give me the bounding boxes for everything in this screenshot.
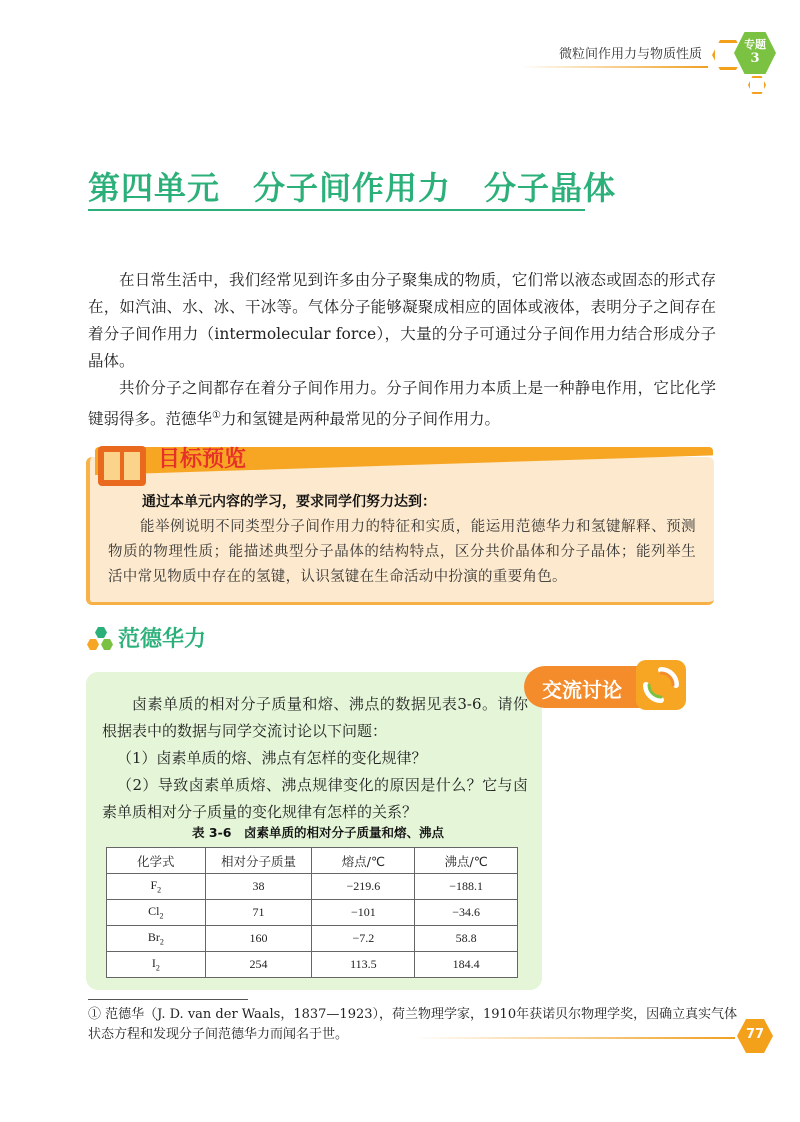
table-row — [107, 874, 518, 900]
goals-body: 能举例说明不同类型分子间作用力的特征和实质，能运用范德华力和氢键解释、预测物质的物理性质；能描述典型分子晶体的结构特点，区分共价晶体和分子晶体；能列举生活中常见物质中存在的氢键，认识氢键在生命活动中扮演的重要角色。 — [108, 519, 696, 585]
title-underline — [88, 209, 585, 211]
mass-cell: 254 — [205, 952, 312, 978]
discussion-question-1: （1）卤素单质的熔、沸点有怎样的变化规律？ — [117, 749, 427, 767]
chapter-header-title: 微粒间作用力与物质性质 — [558, 47, 702, 62]
boiling-point-cell: −34.6 — [415, 900, 518, 926]
formula-cell: $Br_2$ — [107, 926, 206, 952]
hexagon-cluster-icon — [87, 627, 115, 653]
footnote-marker[interactable]: ① — [212, 410, 221, 421]
table-header-row — [107, 848, 518, 874]
goals-title: 目标预览 — [158, 447, 247, 472]
chapter-badge-label: 专题 — [744, 38, 766, 51]
book-icon — [98, 446, 146, 486]
header-decor-line — [520, 66, 708, 68]
table-header-cell: 熔点/℃ — [312, 848, 415, 874]
melting-point-cell: −219.6 — [312, 874, 415, 900]
melting-point-cell: 113.5 — [312, 952, 415, 978]
chapter-badge-number: 3 — [750, 51, 760, 66]
discussion-question-2: （2）导致卤素单质熔、沸点规律变化的原因是什么？它与卤素单质相对分子质量的变化规律有怎样的关系？ — [102, 776, 528, 821]
formula-cell: $I_2$ — [107, 952, 206, 978]
melting-point-cell: −101 — [312, 900, 415, 926]
table-row — [107, 900, 518, 926]
halogen-data-table — [106, 847, 518, 978]
boiling-point-cell: −188.1 — [415, 874, 518, 900]
formula-cell: $Cl_2$ — [107, 900, 206, 926]
intro-paragraph-1: 在日常生活中，我们经常见到许多由分子聚集成的物质，它们常以液态或固态的形式存在，如汽油、水、冰、干冰等。气体分子能够凝聚成相应的固体或液体，表明分子之间存在着分子间作用力（intermolecular force），大量的分子可通过分子间作用力结合形成分子晶体。 — [88, 271, 716, 370]
unit-title: 第四单元 分子间作用力 分子晶体 — [88, 169, 617, 207]
footnote-text: ① 范德华（J. D. van der Waals，1837—1923），荷兰物理学家，1910年获诺贝尔物理学奖，因确立真实气体状态方程和发现分子间范德华力而闻名于世。 — [88, 1007, 738, 1042]
mass-cell: 71 — [205, 900, 312, 926]
footnote-rule — [88, 999, 248, 1000]
goals-lead: 通过本单元内容的学习，要求同学们努力达到： — [142, 494, 436, 510]
formula-cell: $F_2$ — [107, 874, 206, 900]
table-caption: 表 3-6 卤素单质的相对分子质量和熔、沸点 — [192, 825, 444, 840]
intro-paragraph-2 — [88, 375, 716, 433]
mass-cell: 160 — [205, 926, 312, 952]
melting-point-cell: −7.2 — [312, 926, 415, 952]
intro-paragraph-2-text-b: 力和氢键是两种最常见的分子间作用力。 — [220, 410, 500, 429]
intro-paragraph-2-text-a: 共价分子之间都存在着分子间作用力。分子间作用力本质上是一种静电作用，它比化学键弱得多。范德华 — [88, 379, 716, 429]
footer-decor-line — [413, 1037, 735, 1039]
table-header-cell: 相对分子质量 — [205, 848, 312, 874]
discussion-label: 交流讨论 — [542, 678, 622, 702]
table-header-cell: 化学式 — [107, 848, 206, 874]
table-row — [107, 952, 518, 978]
refresh-cycle-icon — [636, 660, 686, 710]
small-hexagon-icon — [748, 76, 766, 94]
boiling-point-cell: 58.8 — [415, 926, 518, 952]
discussion-intro: 卤素单质的相对分子质量和熔、沸点的数据见表3-6。请你根据表中的数据与同学交流讨论以下问题： — [102, 695, 528, 740]
mass-cell: 38 — [205, 874, 312, 900]
section-title: 范德华力 — [118, 627, 207, 652]
boiling-point-cell: 184.4 — [415, 952, 518, 978]
table-header-cell: 沸点/℃ — [415, 848, 518, 874]
table-row — [107, 926, 518, 952]
page-number: 77 — [745, 1027, 765, 1042]
